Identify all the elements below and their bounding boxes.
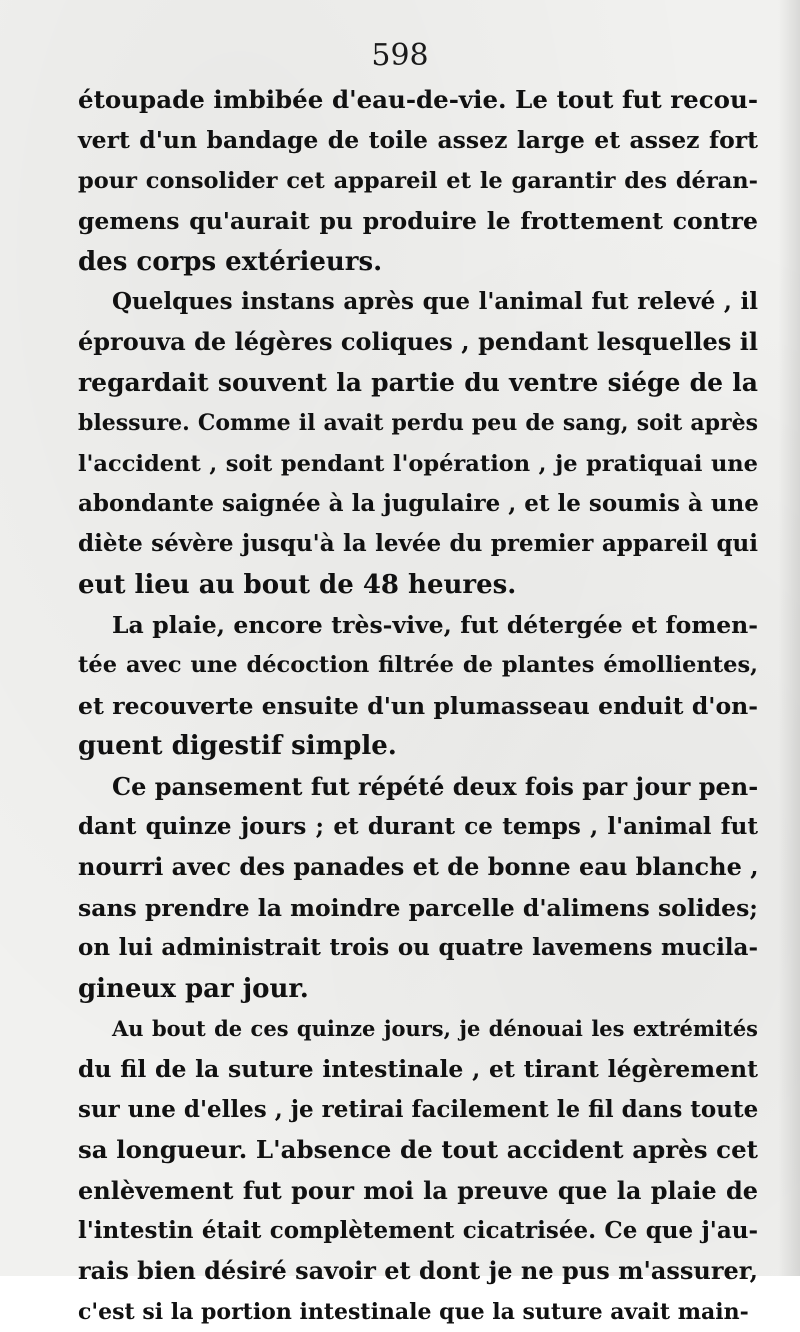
text-line: diète sévère jusqu'à la levée du premier appareil qui xyxy=(78,530,758,558)
body-text xyxy=(78,80,758,1332)
text-line: abondante saignée à la jugulaire , et le soumis à une xyxy=(78,489,759,517)
text-line: enlèvement fut pour moi la preuve que la plaie de xyxy=(78,1175,758,1205)
text-line: des corps extérieurs. xyxy=(78,246,383,277)
text-line: guent digestif simple. xyxy=(78,731,397,762)
text-line: pour consolider cet appareil et le garantir des déran- xyxy=(78,167,758,194)
text-line: eut lieu au bout de 48 heures. xyxy=(78,569,517,600)
text-line: tée avec une décoction filtrée de plantes émollientes, xyxy=(78,652,758,679)
text-line: dant quinze jours ; et durant ce temps , l'animal fut xyxy=(78,813,758,841)
text-line: et recouverte ensuite d'un plumasseau enduit d'on- xyxy=(78,691,758,720)
text-line: gemens qu'aurait pu produire le frottement contre xyxy=(78,207,758,236)
text-line: sans prendre la moindre parcelle d'alimens solides; xyxy=(78,893,758,922)
text-line: gineux par jour. xyxy=(78,973,309,1004)
text-line: du fil de la suture intestinale , et tirant légèrement xyxy=(78,1055,758,1084)
text-line: Ce pansement fut répété deux fois par jour pen- xyxy=(112,771,759,801)
text-line: blessure. Comme il avait perdu peu de sang, soit après xyxy=(78,410,758,437)
text-line: éprouva de légères coliques , pendant lesquelles il xyxy=(78,327,758,357)
page-number: 598 xyxy=(371,38,429,73)
text-line: vert d'un bandage de toile assez large et assez fort xyxy=(78,126,758,155)
text-line: étoupade imbibée d'eau-de-vie. Le tout fut recou- xyxy=(78,85,758,114)
text-line: sur une d'elles , je retirai facilement le fil dans toute xyxy=(78,1095,759,1123)
text-line: nourri avec des panades et de bonne eau blanche , xyxy=(78,852,759,882)
text-line: Au bout de ces quinze jours, je dénouai les extrémités xyxy=(112,1015,758,1041)
text-line: c'est si la portion intestinale que la suture avait main- xyxy=(78,1298,749,1325)
text-line: rais bien désiré savoir et dont je ne pus m'assurer, xyxy=(78,1256,759,1286)
text-line: on lui administrait trois ou quatre lavemens mucila- xyxy=(78,934,758,962)
text-line: Quelques instans après que l'animal fut relevé , il xyxy=(112,287,758,315)
text-line: sa longueur. L'absence de tout accident après cet xyxy=(78,1135,758,1165)
page-edge-shadow xyxy=(778,0,800,1276)
text-line: l'accident , soit pendant l'opération , je pratiquai une xyxy=(78,450,758,477)
text-line: l'intestin était complètement cicatrisée. Ce que j'au- xyxy=(78,1216,758,1244)
text-line: regardait souvent la partie du ventre siége de la xyxy=(78,367,758,397)
text-line: La plaie, encore très-vive, fut détergée et fomen- xyxy=(112,611,758,640)
